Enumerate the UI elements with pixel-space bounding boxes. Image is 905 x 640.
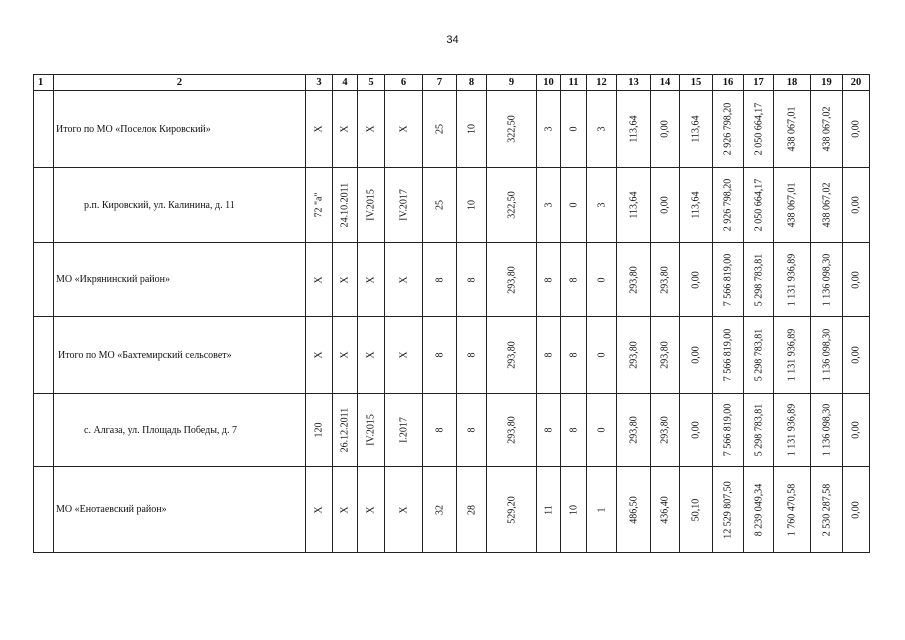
table-cell (713, 317, 744, 394)
table-cell (811, 243, 843, 317)
table-cell (333, 91, 358, 168)
cell-value: X (365, 125, 377, 133)
column-number-header: 3 (306, 75, 333, 91)
cell-value: 293,80 (628, 341, 639, 369)
cell-value: 5 298 783,81 (753, 253, 764, 306)
table-cell (617, 91, 651, 168)
cell-value: 0,00 (850, 500, 862, 519)
table-cell (537, 317, 561, 394)
column-number-header: 12 (587, 75, 617, 91)
object-name-cell: МО «Енотаевский район» (54, 467, 306, 553)
cell-value: 0,00 (659, 120, 671, 138)
table-cell (358, 394, 385, 467)
page-number: 34 (446, 34, 459, 46)
row-number-cell (34, 317, 54, 394)
table-cell (587, 317, 617, 394)
cell-value: X (313, 351, 325, 359)
table-cell (487, 243, 537, 317)
cell-value: 7 566 819,00 (722, 328, 734, 382)
cell-value: 322,50 (506, 191, 517, 219)
table-cell (306, 467, 333, 553)
row-number-cell (34, 91, 54, 168)
table-cell (423, 168, 457, 243)
table-cell (487, 394, 537, 467)
table-cell (843, 394, 870, 467)
cell-value: X (365, 505, 377, 514)
cell-value: 8 (466, 352, 477, 358)
table-cell (423, 394, 457, 467)
cell-value: 1 136 098,30 (821, 403, 832, 457)
table-cell (385, 317, 423, 394)
cell-value: 293,80 (506, 265, 517, 294)
cell-value: 322,50 (506, 115, 517, 143)
table-cell (423, 467, 457, 553)
cell-value: 24.10.2011 (339, 182, 351, 228)
cell-value: 8 (434, 352, 445, 358)
table-cell (537, 467, 561, 553)
cell-value: IV.2015 (365, 414, 377, 446)
cell-value: 1 136 098,30 (821, 253, 832, 306)
column-number-header: 14 (651, 75, 680, 91)
cell-value: 8 (434, 427, 445, 433)
table-cell (385, 91, 423, 168)
cell-value: 3 (596, 126, 607, 132)
table-cell (306, 168, 333, 243)
cell-value: 50,10 (690, 498, 702, 521)
table-cell (457, 317, 487, 394)
table-cell (713, 467, 744, 553)
cell-value: 2 926 798,20 (722, 178, 734, 232)
cell-value: 1 131 936,89 (786, 328, 798, 382)
cell-value: 0 (596, 427, 607, 433)
cell-value: X (313, 505, 325, 514)
column-number-header: 15 (680, 75, 713, 91)
cell-value: 293,80 (628, 265, 639, 294)
cell-value: 10 (466, 200, 477, 210)
table-cell (774, 243, 811, 317)
column-number-header: 7 (423, 75, 457, 91)
table-cell (774, 467, 811, 553)
cell-value: 0,00 (850, 421, 862, 439)
cell-value: 8 239 049,34 (753, 483, 764, 536)
table-cell (617, 168, 651, 243)
cell-value: 0,00 (690, 346, 702, 364)
table-cell (358, 467, 385, 553)
column-number-header: 20 (843, 75, 870, 91)
object-name-cell: р.п. Кировский, ул. Калинина, д. 11 (54, 168, 306, 243)
table-cell (423, 91, 457, 168)
column-number-header: 13 (617, 75, 651, 91)
cell-value: 0 (568, 126, 579, 132)
table-cell (651, 91, 680, 168)
column-number-header: 9 (487, 75, 537, 91)
table-cell (537, 394, 561, 467)
cell-value: X (339, 275, 351, 284)
cell-value: 0,00 (659, 196, 671, 214)
cell-value: 486,50 (628, 495, 639, 524)
table-cell (680, 168, 713, 243)
cell-value: 3 (543, 126, 554, 132)
table-cell (617, 317, 651, 394)
register-table-body (34, 75, 870, 553)
cell-value: 0 (568, 202, 579, 208)
table-cell (385, 168, 423, 243)
table-cell (457, 467, 487, 553)
cell-value: 26.12.2011 (339, 407, 351, 453)
table-row (34, 467, 870, 553)
cell-value: 8 (466, 277, 477, 282)
cell-value: 293,80 (659, 265, 671, 294)
cell-value: IV.2015 (365, 189, 377, 221)
register-table (33, 74, 870, 553)
table-cell (358, 168, 385, 243)
cell-value: X (365, 275, 377, 284)
cell-value: 1 136 098,30 (821, 328, 832, 382)
table-cell (457, 243, 487, 317)
table-cell (713, 243, 744, 317)
table-cell (843, 91, 870, 168)
table-cell (744, 243, 774, 317)
cell-value: 1 131 936,89 (786, 253, 798, 306)
cell-value: 3 (596, 202, 607, 208)
cell-value: 2 050 664,17 (753, 102, 764, 156)
table-cell (306, 317, 333, 394)
row-number-cell (34, 394, 54, 467)
cell-value: 1 (596, 507, 607, 512)
cell-value: 8 (543, 352, 554, 358)
table-cell (680, 317, 713, 394)
table-cell (651, 317, 680, 394)
cell-value: 2 926 798,20 (722, 102, 734, 156)
table-cell (358, 243, 385, 317)
object-name-cell: с. Алгаза, ул. Площадь Победы, д. 7 (54, 394, 306, 467)
cell-value: X (313, 125, 325, 133)
row-number-cell (34, 243, 54, 317)
column-number-header: 16 (713, 75, 744, 91)
cell-value: 3 (543, 202, 554, 208)
cell-value: 293,80 (506, 341, 517, 369)
table-cell (385, 467, 423, 553)
table-cell (774, 91, 811, 168)
cell-value: 1 760 470,58 (786, 483, 798, 536)
cell-value: 436,40 (659, 495, 671, 524)
table-cell (774, 168, 811, 243)
table-cell (537, 168, 561, 243)
cell-value: 113,64 (628, 191, 639, 219)
cell-value: 0 (596, 352, 607, 358)
cell-value: 113,64 (690, 115, 702, 143)
cell-value: I.2017 (398, 417, 409, 443)
cell-value: 25 (434, 200, 445, 210)
column-number-header: 17 (744, 75, 774, 91)
table-cell (537, 243, 561, 317)
object-name-cell: Итого по МО «Бахтемирский сельсовет» (54, 317, 306, 394)
table-cell (680, 243, 713, 317)
table-cell (333, 317, 358, 394)
table-row (34, 243, 870, 317)
object-name-cell: МО «Икрянинский район» (54, 243, 306, 317)
table-cell (587, 467, 617, 553)
table-cell (306, 394, 333, 467)
object-name-cell: Итого по МО «Поселок Кировский» (54, 91, 306, 168)
table-cell (537, 91, 561, 168)
column-number-header: 19 (811, 75, 843, 91)
table-cell (811, 91, 843, 168)
cell-value: 10 (568, 504, 579, 515)
cell-value: 113,64 (690, 191, 702, 219)
table-cell (561, 467, 587, 553)
cell-value: X (339, 351, 351, 359)
table-cell (617, 467, 651, 553)
table-cell (561, 91, 587, 168)
cell-value: 0,00 (690, 421, 702, 439)
cell-value: 5 298 783,81 (753, 403, 764, 457)
table-cell (713, 394, 744, 467)
cell-value: 438 067,02 (821, 182, 832, 228)
cell-value: X (398, 275, 409, 284)
cell-value: 5 298 783,81 (753, 328, 764, 382)
table-cell (843, 168, 870, 243)
table-cell (561, 317, 587, 394)
table-cell (587, 168, 617, 243)
row-number-cell (34, 168, 54, 243)
table-row (34, 91, 870, 168)
table-cell (457, 168, 487, 243)
cell-value: X (365, 351, 377, 359)
cell-value: 293,80 (628, 416, 639, 444)
cell-value: 7 566 819,00 (722, 403, 734, 457)
table-cell (358, 91, 385, 168)
cell-value: 293,80 (659, 416, 671, 444)
cell-value: 32 (434, 504, 445, 515)
table-cell (487, 168, 537, 243)
table-cell (587, 243, 617, 317)
column-number-header: 6 (385, 75, 423, 91)
cell-value: X (398, 505, 409, 514)
table-cell (333, 394, 358, 467)
cell-value: 8 (434, 277, 445, 282)
cell-value: 25 (434, 124, 445, 134)
table-cell (651, 467, 680, 553)
table-cell (385, 394, 423, 467)
table-cell (561, 394, 587, 467)
table-cell (587, 91, 617, 168)
cell-value: 7 566 819,00 (722, 253, 734, 306)
cell-value: 0,00 (690, 270, 702, 289)
cell-value: X (313, 275, 325, 284)
cell-value: 8 (568, 352, 579, 358)
column-number-header: 4 (333, 75, 358, 91)
table-cell (744, 394, 774, 467)
column-number-header: 8 (457, 75, 487, 91)
cell-value: 11 (543, 504, 554, 515)
table-cell (457, 394, 487, 467)
cell-value: 72 "а" (313, 192, 325, 218)
cell-value: 529,20 (506, 495, 517, 524)
column-number-row (34, 75, 870, 91)
table-cell (617, 243, 651, 317)
cell-value: 0,00 (850, 346, 862, 364)
cell-value: IV.2017 (398, 189, 409, 221)
cell-value: X (398, 351, 409, 359)
table-cell (423, 243, 457, 317)
table-cell (843, 243, 870, 317)
table-cell (713, 168, 744, 243)
table-cell (561, 243, 587, 317)
column-number-header: 1 (34, 75, 54, 91)
row-number-cell (34, 467, 54, 553)
table-cell (385, 243, 423, 317)
table-cell (333, 168, 358, 243)
cell-value: 8 (543, 277, 554, 282)
cell-value: X (339, 125, 351, 133)
table-cell (651, 394, 680, 467)
cell-value: 120 (313, 422, 325, 438)
table-cell (457, 91, 487, 168)
table-cell (423, 317, 457, 394)
table-cell (744, 91, 774, 168)
table-row (34, 317, 870, 394)
cell-value: 113,64 (628, 115, 639, 143)
column-number-header: 18 (774, 75, 811, 91)
table-cell (306, 91, 333, 168)
table-cell (811, 394, 843, 467)
table-cell (744, 467, 774, 553)
table-cell (651, 243, 680, 317)
table-cell (651, 168, 680, 243)
table-cell (811, 168, 843, 243)
table-row (34, 394, 870, 467)
table-cell (487, 91, 537, 168)
cell-value: 10 (466, 124, 477, 134)
cell-value: 8 (568, 427, 579, 433)
cell-value: 8 (568, 277, 579, 282)
cell-value: 0,00 (850, 196, 862, 214)
table-cell (713, 91, 744, 168)
table-cell (561, 168, 587, 243)
table-cell (744, 317, 774, 394)
table-cell (680, 394, 713, 467)
table-cell (680, 91, 713, 168)
table-cell (774, 317, 811, 394)
cell-value: 438 067,01 (786, 106, 798, 152)
table-cell (333, 243, 358, 317)
cell-value: 293,80 (659, 341, 671, 369)
table-cell (587, 394, 617, 467)
table-cell (843, 467, 870, 553)
cell-value: 12 529 807,50 (722, 480, 734, 539)
table-cell (487, 317, 537, 394)
table-cell (811, 467, 843, 553)
column-number-header: 5 (358, 75, 385, 91)
cell-value: 1 131 936,89 (786, 403, 798, 457)
table-cell (358, 317, 385, 394)
cell-value: 438 067,01 (786, 182, 798, 228)
cell-value: X (339, 505, 351, 514)
cell-value: X (398, 125, 409, 133)
table-cell (306, 243, 333, 317)
table-row (34, 168, 870, 243)
column-number-header: 10 (537, 75, 561, 91)
cell-value: 0,00 (850, 120, 862, 138)
cell-value: 8 (543, 427, 554, 433)
cell-value: 28 (466, 504, 477, 515)
column-number-header: 11 (561, 75, 587, 91)
table-cell (680, 467, 713, 553)
cell-value: 2 050 664,17 (753, 178, 764, 232)
table-cell (843, 317, 870, 394)
column-number-header: 2 (54, 75, 306, 91)
table-cell (811, 317, 843, 394)
cell-value: 0,00 (850, 270, 862, 289)
table-cell (774, 394, 811, 467)
cell-value: 2 530 287,58 (821, 483, 832, 536)
table-cell (487, 467, 537, 553)
table-cell (333, 467, 358, 553)
cell-value: 0 (596, 277, 607, 282)
cell-value: 293,80 (506, 416, 517, 444)
cell-value: 8 (466, 427, 477, 433)
cell-value: 438 067,02 (821, 106, 832, 152)
table-cell (617, 394, 651, 467)
table-cell (744, 168, 774, 243)
